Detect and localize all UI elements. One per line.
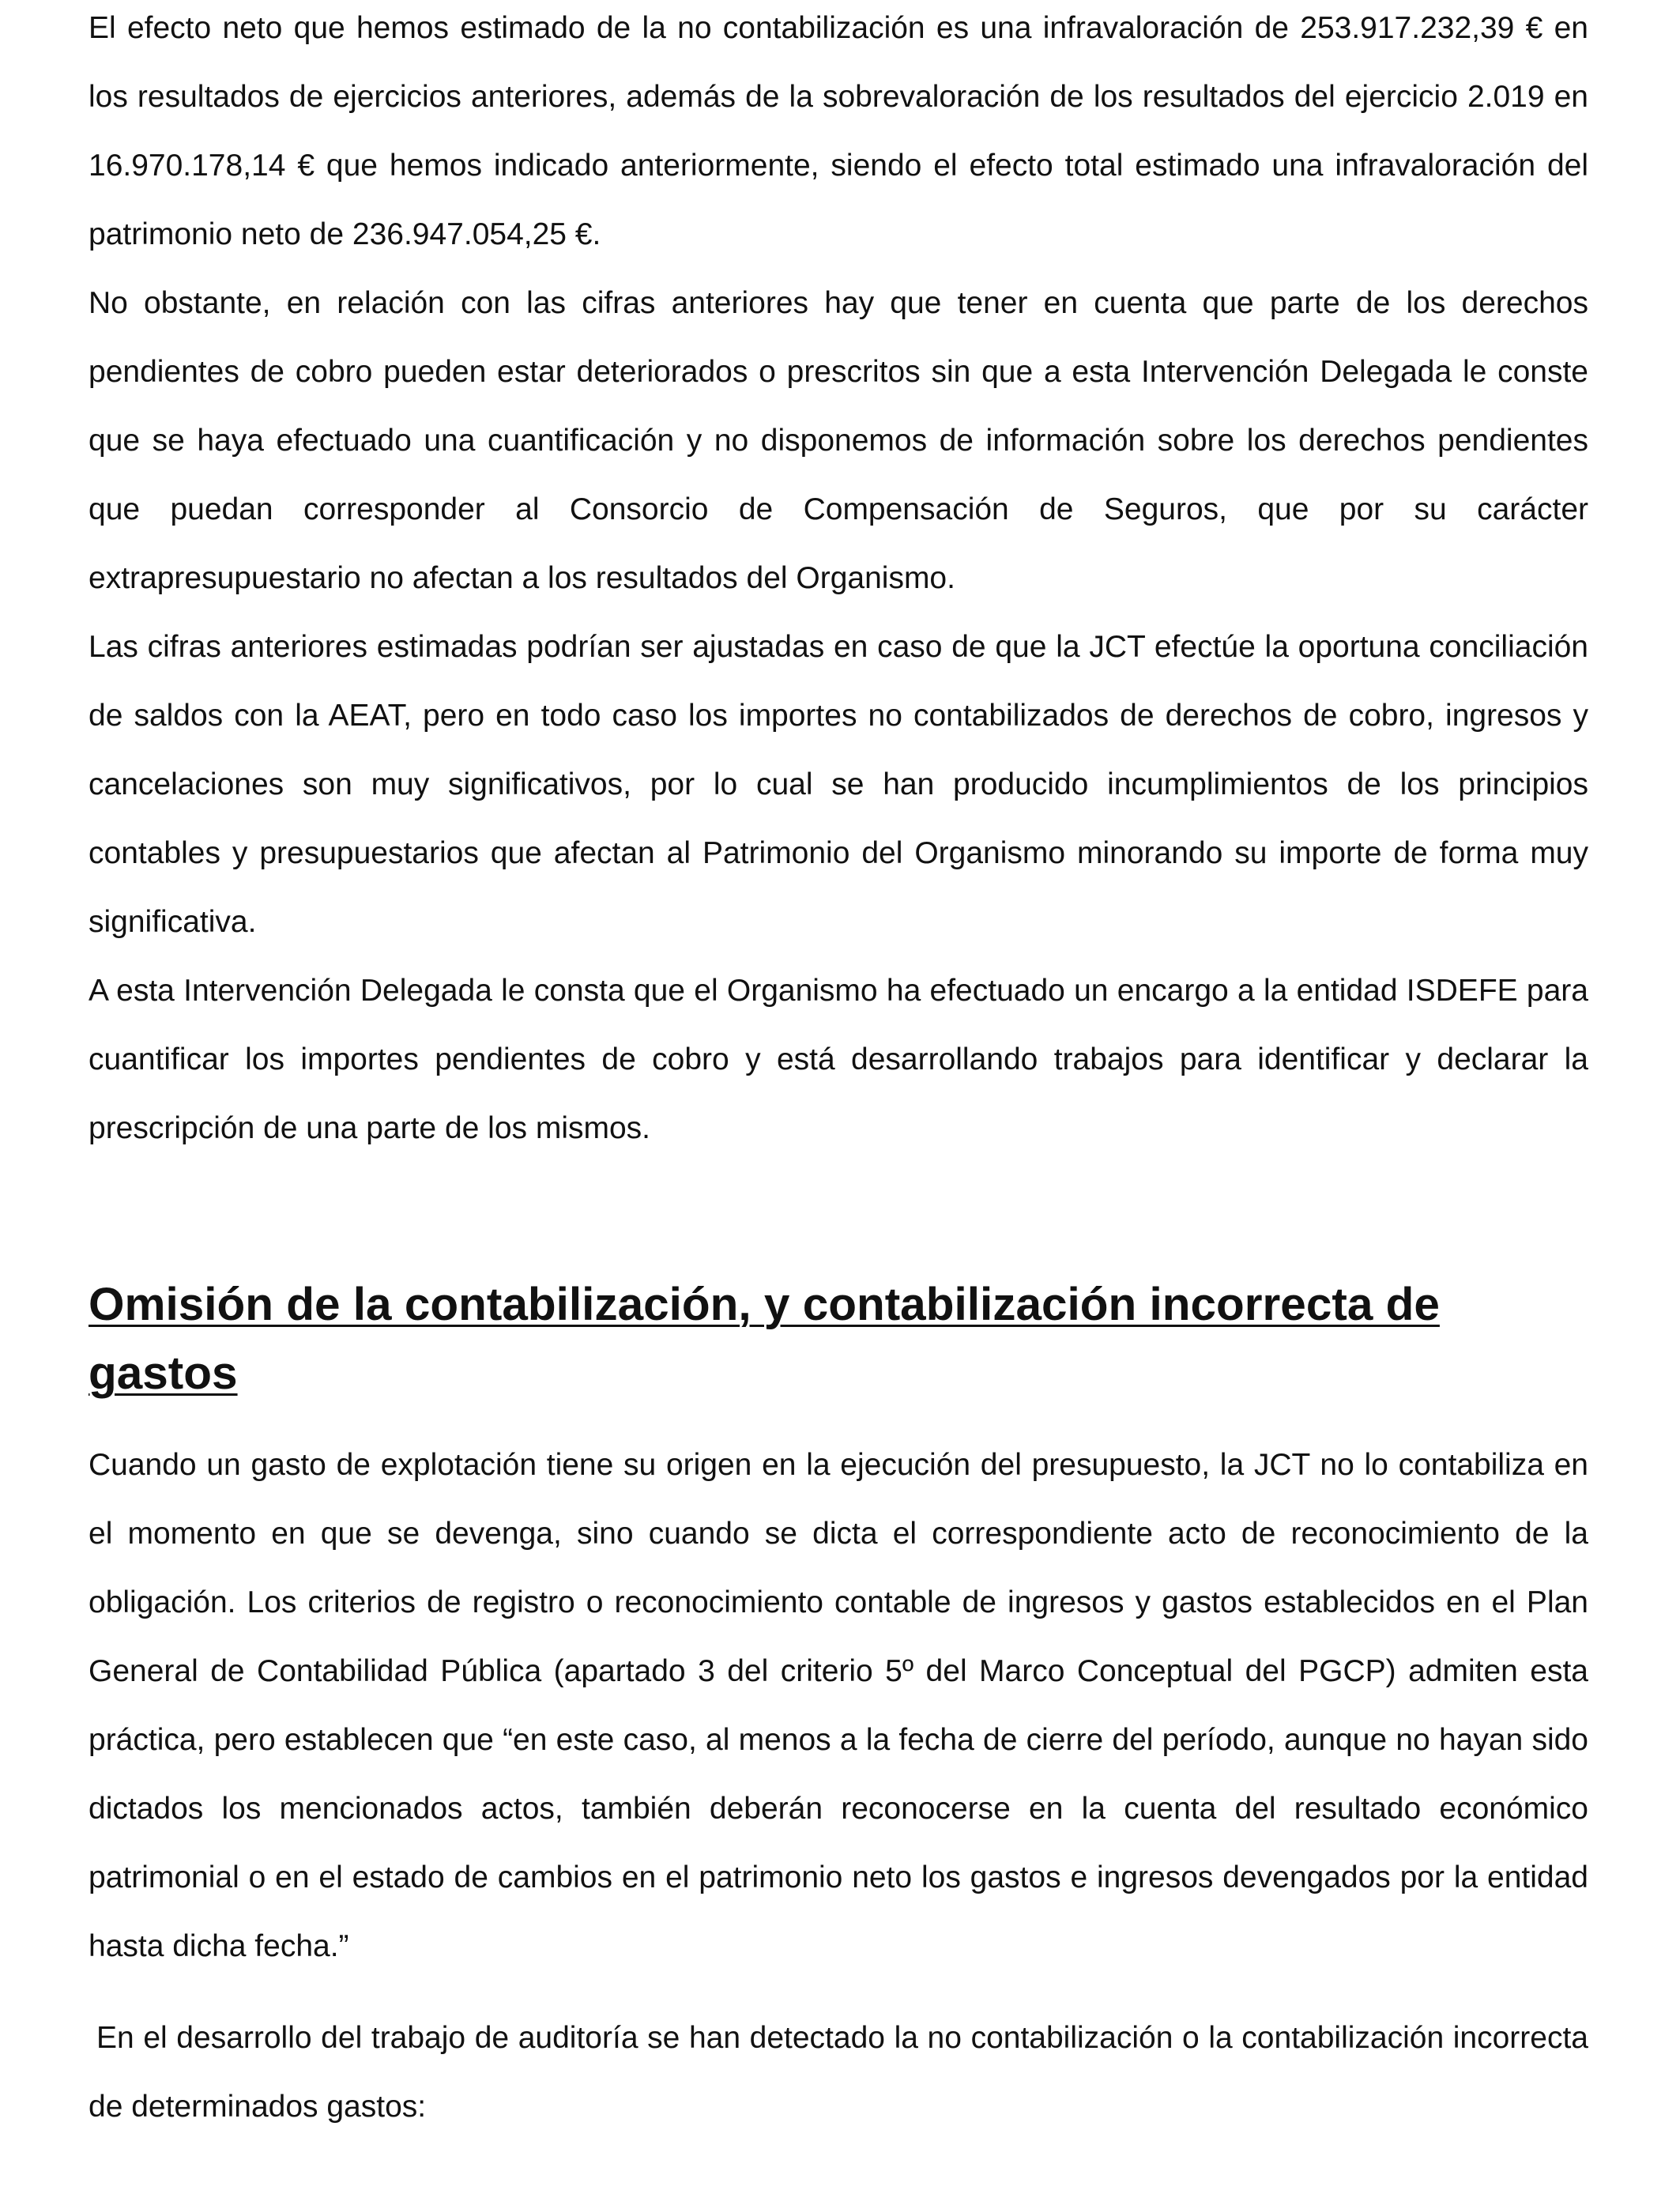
paragraph-net-effect: El efecto neto que hemos estimado de la no contabilización es una infravaloración de 253.917.232,39 € en los resultados de ejercicios anteriores, además de la sobrevaloración de los resultados del ejercicio 2.019 en 16.970.178,14 € que hemos indicado anteriormente, siendo el efecto total estimado una infravaloración del patrimonio neto de 236.947.054,25 €. xyxy=(89,11,1588,251)
document-page xyxy=(89,0,1588,2141)
paragraph-adjustments: Las cifras anteriores estimadas podrían ser ajustadas en caso de que la JCT efectúe la oportuna conciliación de saldos con la AEAT, pero en todo caso los importes no contabilizados de derechos de cobro, ingresos y cancelaciones son muy significativos, por lo cual se han producido incumplimientos de los principios contables y presupuestarios que afectan al Patrimonio del Organismo minorando su importe de forma muy significativa. xyxy=(89,630,1588,939)
section-heading: Omisión de la contabilización, y contabilización incorrecta de gastos xyxy=(89,1279,1440,1399)
paragraph-pending-rights: No obstante, en relación con las cifras anteriores hay que tener en cuenta que parte de los derechos pendientes de cobro pueden estar deteriorados o prescritos sin que a esta Intervención Delegada le conste que se haya efectuado una cuantificación y no disponemos de información sobre los derechos pendientes que puedan corresponder al Consorcio de Compensación de Seguros, que por su carácter extrapresupuestario no afectan a los resultados del Organismo. xyxy=(89,286,1588,595)
paragraph-expense-recognition: Cuando un gasto de explotación tiene su origen en la ejecución del presupuesto, la JCT no lo contabiliza en el momento en que se devenga, sino cuando se dicta el correspondiente acto de reconocimiento de la obligación. Los criterios de registro o reconocimiento contable de ingresos y gastos establecidos en el Plan General de Contabilidad Pública (apartado 3 del criterio 5º del Marco Conceptual del PGCP) admiten esta práctica, pero establecen que “en este caso, al menos a la fecha de cierre del período, aunque no hayan sido dictados los mencionados actos, también deberán reconocerse en la cuenta del resultado económico patrimonial o en el estado de cambios en el patrimonio neto los gastos e ingresos devengados por la entidad hasta dicha fecha.” xyxy=(89,1448,1588,1963)
paragraph-isdefe-engagement: A esta Intervención Delegada le consta que el Organismo ha efectuado un encargo a la entidad ISDEFE para cuantificar los importes pendientes de cobro y está desarrollando trabajos para identificar y declarar la prescripción de una parte de los mismos. xyxy=(89,974,1588,1145)
paragraph-audit-findings: En el desarrollo del trabajo de auditoría se han detectado la no contabilización o la contabilización incorrecta de determinados gastos: xyxy=(89,2021,1588,2124)
